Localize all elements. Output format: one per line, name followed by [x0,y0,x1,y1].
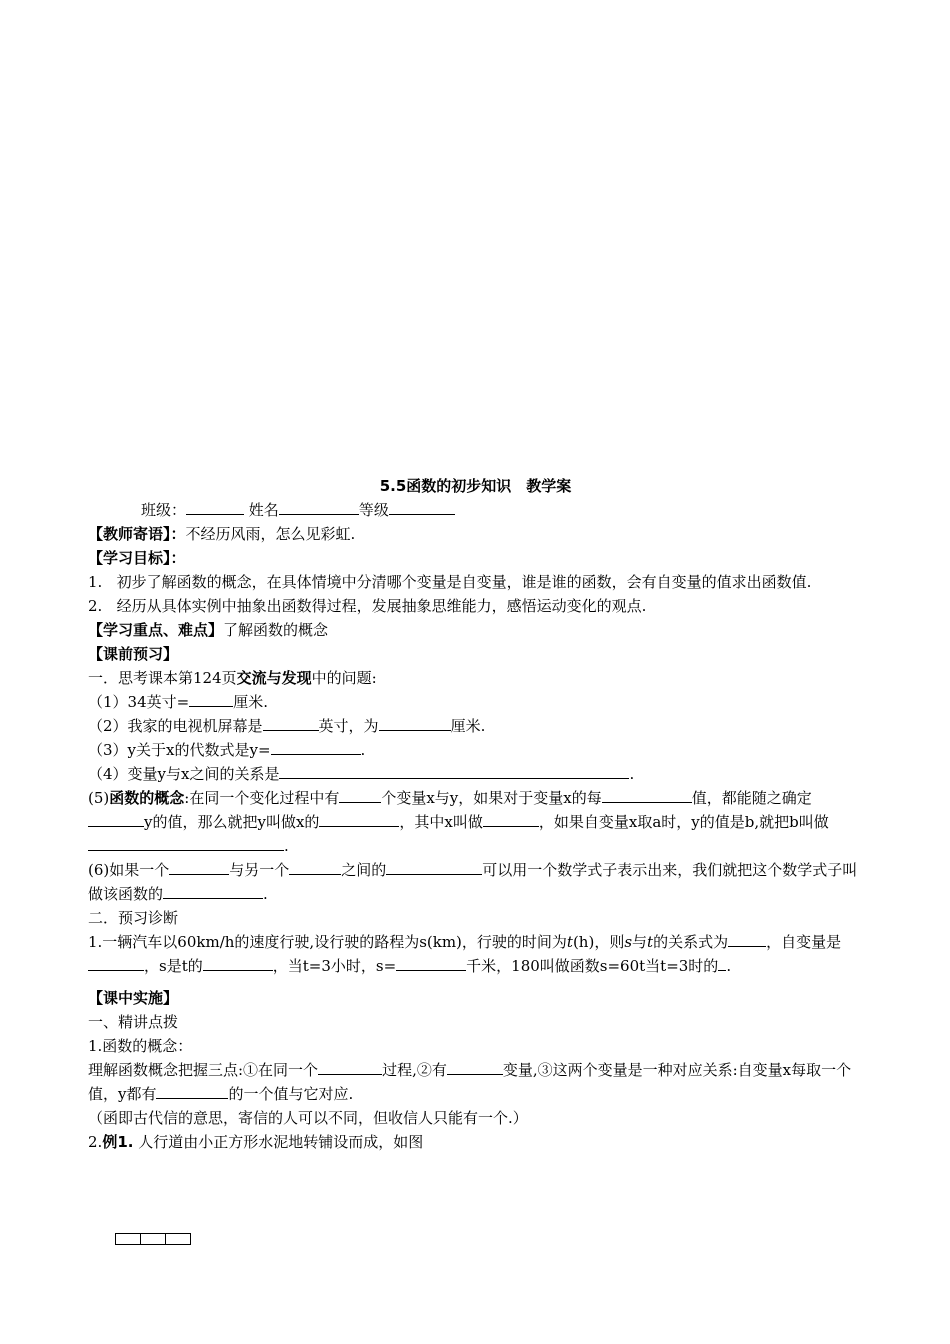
question-1: （1）34英寸= 厘米. [88,693,268,711]
answer-blank [339,788,381,803]
tile-square [140,1233,166,1245]
answer-blank [88,812,144,827]
class-blank [186,500,244,515]
grade-blank [389,500,455,515]
tile-square [165,1233,191,1245]
answer-blank [163,884,263,899]
preview-section-2: 二．预习诊断 [88,909,179,927]
answer-blank [319,812,399,827]
example-1: 2.例1. 人行道由小正方形水泥地转铺设而成，如图 [88,1133,424,1151]
answer-blank [156,1084,228,1099]
class-heading: 【课中实施】 [88,989,179,1007]
answer-blank [169,860,229,875]
answer-blank [386,860,482,875]
question-6: (6)如果一个 与另一个 之间的 可以用一个数学式子表示出来，我们就把这个数学式子叫做该函数的 . [88,861,858,903]
answer-blank [203,956,273,971]
grade-label: 等级 [358,501,389,519]
class-label: 班级： [141,501,187,519]
answer-blank [189,692,233,707]
question-2: （2）我家的电视机屏幕是 英寸，为 厘米. [88,717,486,735]
question-3: （3）y关于x的代数式是y= . [88,741,366,759]
answer-blank [602,788,692,803]
goal-item-2: 2. 经历从具体实例中抽象出函数得过程，发展抽象思维能力，感悟运动变化的观点. [88,597,647,615]
preview-section-1: 一．思考课本第124页交流与发现中的问题: [88,669,377,687]
answer-blank [263,716,319,731]
name-blank [279,500,359,515]
class-section-1: 一、精讲点拨 [88,1013,179,1031]
answer-blank [318,1060,382,1075]
answer-blank [279,764,629,779]
concept-heading: 1.函数的概念： [88,1037,193,1055]
answer-blank [88,836,284,851]
preview-heading: 【课前预习】 [88,645,179,663]
document-body [88,474,863,1154]
answer-blank [483,812,539,827]
tile-square [115,1233,141,1245]
goals-heading: 【学习目标】： [88,549,186,567]
student-info-line [88,498,863,522]
question-4: （4）变量y与x之间的关系是 . [88,765,635,783]
concept-points: 理解函数概念把握三点:①在同一个 过程,②有 变量,③这两个变量是一种对应关系:自变量x每取一个值，y都有 的一个值与它对应. [88,1061,852,1103]
diagnosis-question-1: 1.一辆汽车以60km/h的速度行驶,设行驶的路程为s(km)，行驶的时间为t(h)，则s与t的关系式为 ，自变量是，s是t的 ，当t=3小时，s= 千米，180叫做函数s=60t当t=3时的 . [88,933,842,975]
teacher-message: 【教师寄语】：不经历风雨，怎么见彩虹. [88,525,356,543]
key-points: 【学习重点、难点】了解函数的概念 [88,621,329,639]
concept-note: （函即古代信的意思，寄信的人可以不同，但收信人只能有一个.） [88,1109,528,1127]
tile-figure [116,1233,191,1243]
question-5: (5)函数的概念:在同一个变化过程中有 个变量x与y，如果对于变量x的每 值，都能随之确定y的值，那么就把y叫做x的 ，其中x叫做 ，如果自变量x取a时，y的值是b,就把b叫做. [88,789,829,855]
answer-blank [447,1060,503,1075]
goal-item-1: 1. 初步了解函数的概念，在具体情境中分清哪个变量是自变量，谁是谁的函数，会有自变量的值求出函数值. [88,573,812,591]
answer-blank [271,740,361,755]
page-title: 5.5函数的初步知识 教学案 [379,477,572,495]
answer-blank [396,956,466,971]
answer-blank [289,860,341,875]
name-label: 姓名 [248,501,279,519]
answer-blank [88,956,144,971]
answer-blank [728,932,766,947]
answer-blank [379,716,451,731]
